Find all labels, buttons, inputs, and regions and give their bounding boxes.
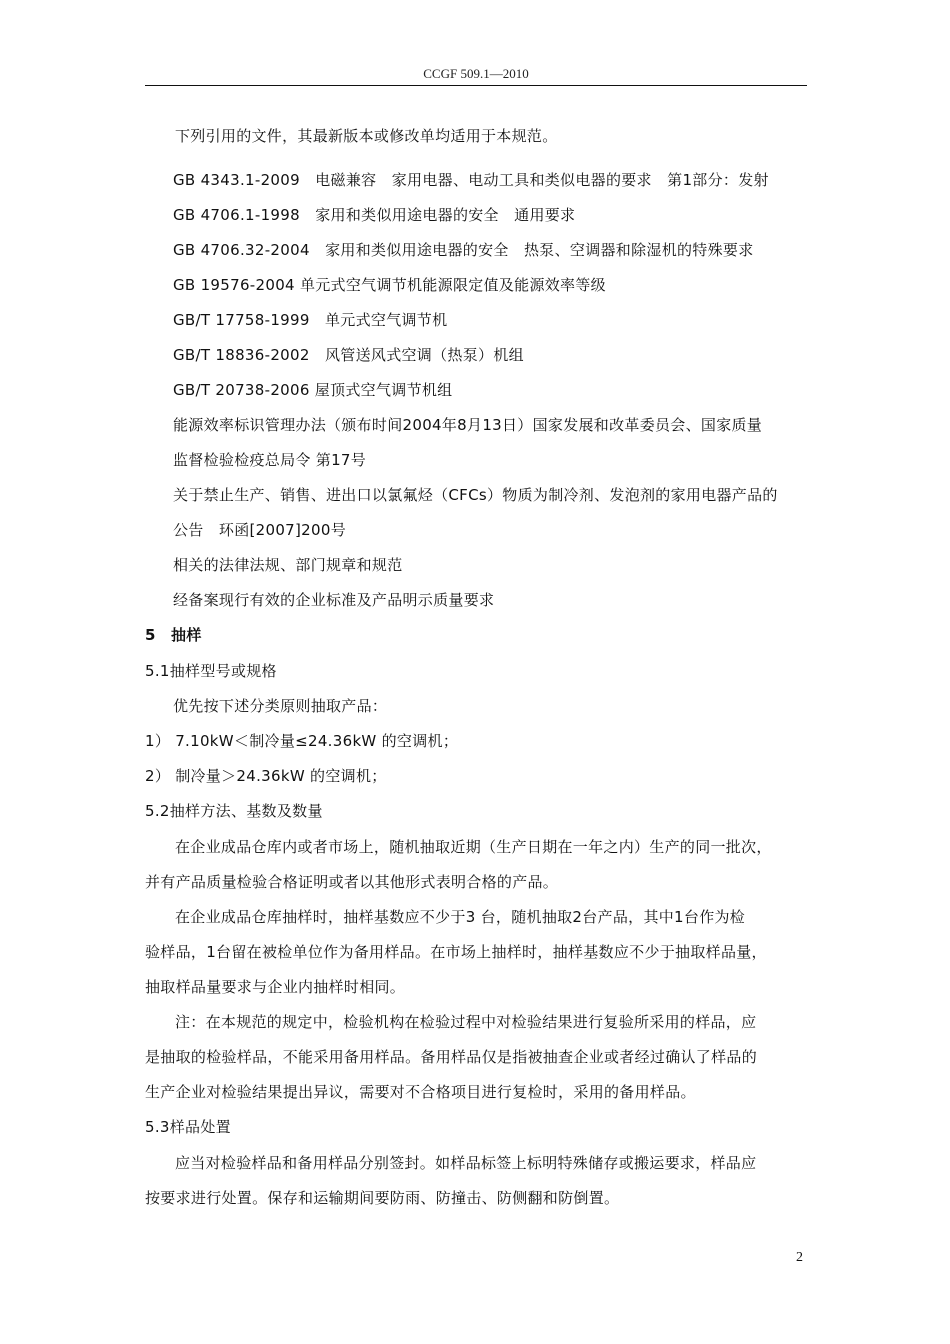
reference-item: GB 4706.1-1998 家用和类似用途电器的安全 通用要求: [173, 206, 576, 224]
reference-item: 能源效率标识管理办法（颁布时间2004年8月13日）国家发展和改革委员会、国家质量: [173, 416, 763, 434]
page-number: 2: [796, 1250, 803, 1265]
reference-item: 相关的法律法规、部门规章和规范: [173, 556, 403, 574]
section-5-1-intro: 优先按下述分类原则抽取产品：: [173, 697, 388, 715]
list-item: 2） 制冷量＞24.36kW 的空调机；: [145, 767, 387, 785]
section-5-3-heading: 5.3样品处置: [145, 1118, 231, 1136]
section-5-2-heading: 5.2抽样方法、基数及数量: [145, 802, 323, 820]
paragraph-line: 在企业成品仓库抽样时，抽样基数应不少于3 台，随机抽取2台产品，其中1台作为检: [175, 908, 746, 926]
note-line: 是抽取的检验样品，不能采用备用样品。备用样品仅是指被抽查企业或者经过确认了样品的: [145, 1048, 758, 1066]
paragraph-line: 在企业成品仓库内或者市场上，随机抽取近期（生产日期在一年之内）生产的同一批次，: [175, 838, 772, 856]
header-divider: [145, 85, 807, 86]
reference-item: GB 4706.32-2004 家用和类似用途电器的安全 热泵、空调器和除湿机的特殊要求: [173, 241, 754, 259]
paragraph-line: 验样品，1台留在被检单位作为备用样品。在市场上抽样时，抽样基数应不少于抽取样品量，: [145, 943, 767, 961]
reference-item: 公告 环函[2007]200号: [173, 521, 347, 539]
reference-item: GB 19576-2004 单元式空气调节机能源限定值及能源效率等级: [173, 276, 606, 294]
reference-item: GB/T 20738-2006 屋顶式空气调节机组: [173, 381, 453, 399]
document-code: CCGF 509.1—2010: [423, 66, 529, 81]
section-5-1-heading: 5.1抽样型号或规格: [145, 662, 277, 680]
reference-item: GB 4343.1-2009 电磁兼容 家用电器、电动工具和类似电器的要求 第1部分：发射: [173, 171, 769, 189]
reference-item: GB/T 17758-1999 单元式空气调节机: [173, 311, 448, 329]
reference-item: 关于禁止生产、销售、进出口以氯氟烃（CFCs）物质为制冷剂、发泡剂的家用电器产品的: [173, 486, 778, 504]
note-line: 注：在本规范的规定中，检验机构在检验过程中对检验结果进行复验所采用的样品，应: [175, 1013, 757, 1031]
paragraph-line: 抽取样品量要求与企业内抽样时相同。: [145, 978, 406, 996]
reference-item: 监督检验检疫总局令 第17号: [173, 451, 367, 469]
note-line: 生产企业对检验结果提出异议，需要对不合格项目进行复检时，采用的备用样品。: [145, 1083, 696, 1101]
paragraph-line: 按要求进行处置。保存和运输期间要防雨、防撞击、防侧翻和防倒置。: [145, 1189, 620, 1207]
list-item: 1） 7.10kW＜制冷量≤24.36kW 的空调机；: [145, 732, 459, 750]
section-5-heading: 5 抽样: [145, 626, 202, 644]
reference-item: 经备案现行有效的企业标准及产品明示质量要求: [173, 591, 495, 609]
paragraph-line: 并有产品质量检验合格证明或者以其他形式表明合格的产品。: [145, 873, 559, 891]
paragraph-line: 应当对检验样品和备用样品分别签封。如样品标签上标明特殊储存或搬运要求，样品应: [175, 1154, 757, 1172]
reference-item: GB/T 18836-2002 风管送风式空调（热泵）机组: [173, 346, 524, 364]
intro-paragraph: 下列引用的文件，其最新版本或修改单均适用于本规范。: [175, 127, 558, 145]
